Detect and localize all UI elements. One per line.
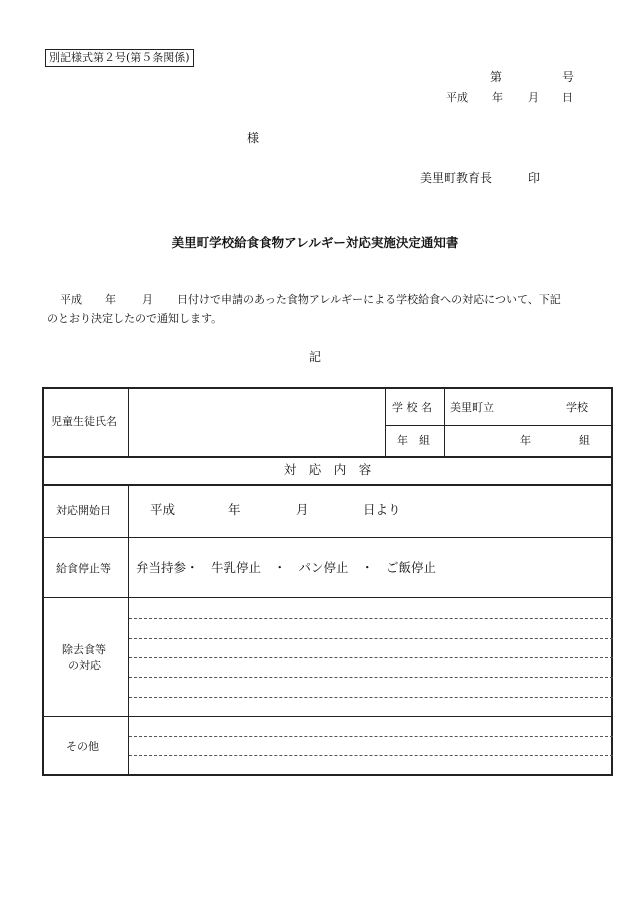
issuer-name: 美里町教育長 — [420, 171, 493, 185]
divider — [129, 755, 613, 756]
divider — [128, 486, 129, 775]
start-day: 日より — [363, 502, 401, 517]
divider — [42, 716, 613, 717]
divider — [129, 657, 613, 658]
body-line-1: 日付けで申請のあった食物アレルギーによる学校給食への対応について、下記 — [177, 293, 561, 306]
start-date-label: 対応開始日 — [56, 504, 111, 517]
grade-suffix: 年 — [520, 434, 531, 447]
divider — [129, 618, 613, 619]
school-prefix: 美里町立 — [450, 401, 494, 414]
body-year: 年 — [105, 293, 116, 306]
divider — [42, 484, 613, 486]
divider — [385, 388, 386, 456]
number-prefix: 第 — [490, 70, 503, 84]
section-header: 対 応 内 容 — [283, 462, 372, 477]
date-year: 年 — [492, 91, 503, 104]
number-suffix: 号 — [562, 70, 575, 84]
start-month: 月 — [296, 502, 309, 517]
date-era: 平成 — [446, 91, 468, 104]
date-day: 日 — [562, 91, 573, 104]
body-line-2: のとおり決定したので通知します。 — [47, 312, 223, 325]
student-name-field[interactable] — [129, 389, 384, 455]
seal-mark: 印 — [528, 171, 541, 185]
divider — [42, 537, 613, 538]
class-suffix: 組 — [579, 434, 590, 447]
other-label: その他 — [66, 740, 99, 753]
form-number-label: 別記様式第２号(第５条関係) — [45, 49, 194, 67]
student-name-label: 児童生徒氏名 — [51, 415, 117, 428]
meal-stop-options: 弁当持参・ 牛乳停止 ・ パン停止 ・ ご飯停止 — [136, 560, 437, 575]
school-name-label: 学 校 名 — [392, 401, 432, 414]
divider — [42, 456, 613, 458]
start-era: 平成 — [150, 502, 176, 517]
divider — [444, 388, 445, 456]
removal-label-2: の対応 — [68, 659, 101, 672]
document-title: 美里町学校給食食物アレルギー対応実施決定通知書 — [171, 235, 459, 250]
grade-class-label: 年 組 — [397, 434, 430, 447]
divider — [129, 736, 613, 737]
meal-stop-label: 給食停止等 — [56, 562, 111, 575]
divider — [385, 425, 613, 426]
divider — [129, 677, 613, 678]
divider — [129, 697, 613, 698]
ki-heading: 記 — [309, 350, 322, 364]
body-month: 月 — [142, 293, 153, 306]
date-month: 月 — [528, 91, 539, 104]
divider — [129, 638, 613, 639]
body-era: 平成 — [60, 293, 82, 306]
removal-label-1: 除去食等 — [62, 643, 106, 656]
addressee-suffix: 様 — [247, 131, 260, 145]
divider — [42, 597, 613, 598]
start-year: 年 — [228, 502, 241, 517]
school-suffix: 学校 — [566, 401, 588, 414]
